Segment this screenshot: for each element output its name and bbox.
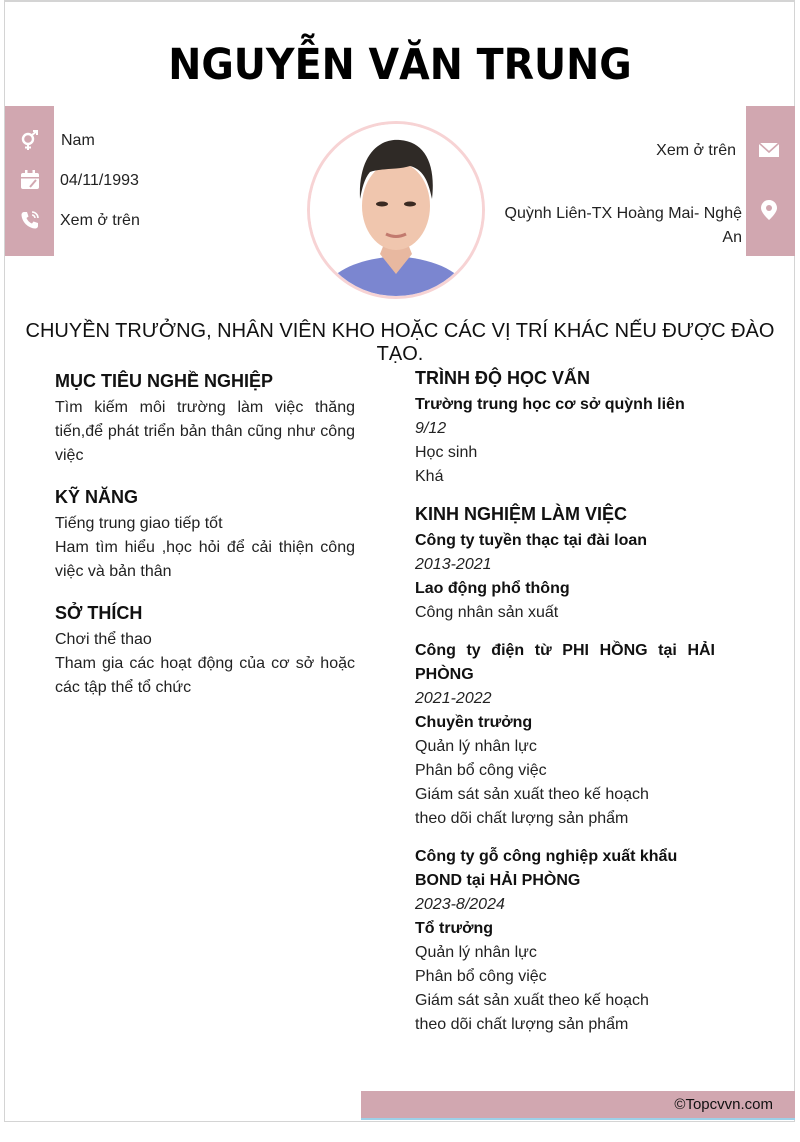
experience-section	[415, 503, 715, 1037]
hobby-item: Tham gia các hoạt động của cơ sở hoặc các tập thể tổ chức	[55, 655, 355, 696]
job-duty: theo dõi chất lượng sản phẩm	[415, 810, 629, 827]
career-goal-text: Tìm kiếm môi trường làm việc thăng tiến,để phát triển bản thân cũng như công việc	[55, 399, 355, 464]
section-title: KỸ NĂNG	[55, 487, 139, 507]
job-entry	[415, 845, 715, 1037]
hobbies-section	[55, 602, 355, 700]
section-title: KINH NGHIỆM LÀM VIỆC	[415, 504, 628, 524]
job-period: 2013-2021	[415, 556, 492, 573]
candidate-name: NGUYỄN VĂN TRUNG	[168, 40, 632, 90]
job-entry	[415, 529, 715, 625]
gender-icon	[19, 129, 41, 151]
school-name: Trường trung học cơ sở quỳnh liên	[415, 396, 685, 413]
contact-sidebar-right	[746, 106, 795, 256]
section-title: MỤC TIÊU NGHỀ NGHIỆP	[55, 371, 274, 391]
skill-item: Ham tìm hiểu ,học hỏi để cải thiện công việc và bản thân	[55, 539, 355, 580]
avatar-photo	[310, 124, 482, 296]
phone-icon	[19, 209, 41, 231]
mail-icon	[758, 139, 780, 161]
job-company: Công ty gỗ công nghiệp xuất khẩu BOND tại HẢI PHÒNG	[415, 848, 678, 889]
location-icon	[758, 199, 780, 221]
job-position: Tổ trưởng	[415, 920, 494, 937]
section-title: SỞ THÍCH	[55, 603, 143, 623]
job-duty: Công nhân sản xuất	[415, 604, 559, 621]
career-goal-section	[55, 370, 355, 468]
job-position: Chuyền trưởng	[415, 714, 533, 731]
job-period: 2021-2022	[415, 690, 492, 707]
gender-value: Nam	[61, 132, 95, 149]
job-duty: theo dõi chất lượng sản phẩm	[415, 1016, 629, 1033]
birthdate-value: 04/11/1993	[60, 172, 139, 189]
education-section	[415, 367, 715, 489]
job-duty: Phân bổ công việc	[415, 968, 547, 985]
job-duty: Giám sát sản xuất theo kế hoạch	[415, 786, 649, 803]
education-grade: Khá	[415, 468, 444, 485]
avatar	[307, 121, 485, 299]
hobby-item: Chơi thể thao	[55, 631, 152, 648]
job-company: Công ty tuyền thạc tại đài loan	[415, 532, 648, 549]
job-company: Công ty điện từ PHI HỒNG tại HẢI PHÒNG	[415, 642, 715, 683]
skill-item: Tiếng trung giao tiếp tốt	[55, 515, 223, 532]
job-duty: Quản lý nhân lực	[415, 944, 537, 961]
job-entry	[415, 639, 715, 831]
footer-bar	[361, 1091, 795, 1120]
calendar-icon	[19, 169, 41, 191]
copyright-text: ©Topcvvn.com	[674, 1096, 773, 1113]
desired-position: CHUYỀN TRƯỞNG, NHÂN VIÊN KHO HOẶC CÁC VỊ TRÍ KHÁC NẾU ĐƯỢC ĐÀO TẠO.	[25, 320, 775, 365]
right-column	[415, 367, 715, 1051]
education-major: Học sinh	[415, 444, 478, 461]
skills-section	[55, 486, 355, 584]
email-value: Xem ở trên	[656, 142, 736, 159]
left-column	[55, 370, 355, 714]
job-duty: Phân bổ công việc	[415, 762, 547, 779]
job-period: 2023-8/2024	[415, 896, 505, 913]
job-duty: Giám sát sản xuất theo kế hoạch	[415, 992, 649, 1009]
address-value: Quỳnh Liên-TX Hoàng Mai- Nghệ An	[504, 205, 742, 246]
education-period: 9/12	[415, 420, 447, 437]
section-title: TRÌNH ĐỘ HỌC VẤN	[415, 368, 590, 388]
job-position: Lao động phổ thông	[415, 580, 570, 597]
job-duty: Quản lý nhân lực	[415, 738, 537, 755]
phone-value: Xem ở trên	[60, 212, 140, 229]
